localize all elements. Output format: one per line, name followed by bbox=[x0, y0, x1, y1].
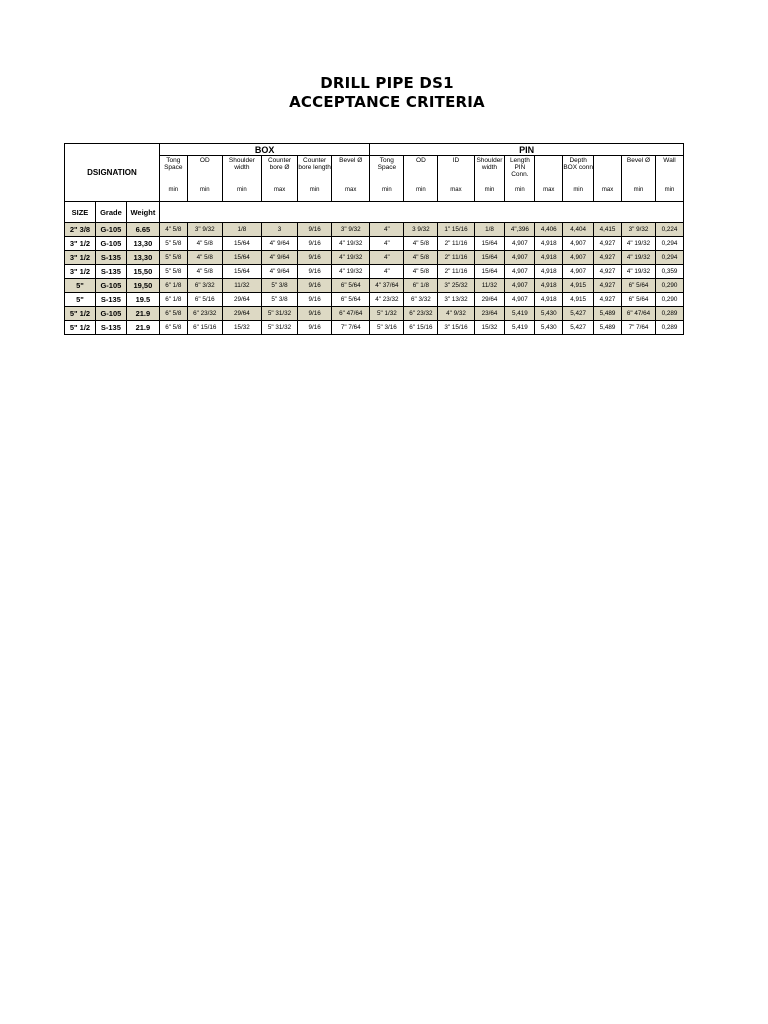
value-cell: 4" 19/32 bbox=[332, 265, 370, 279]
value-cell: 4" bbox=[370, 237, 404, 251]
size-header: SIZE bbox=[65, 202, 96, 223]
column-unit-12: min bbox=[563, 179, 594, 202]
subheader-spacer bbox=[159, 202, 683, 223]
value-cell: 15/64 bbox=[222, 251, 261, 265]
column-header-0: Tong Space bbox=[159, 156, 187, 180]
value-cell: 1" 15/16 bbox=[438, 223, 474, 237]
size-cell: 5" bbox=[65, 293, 96, 307]
value-cell: 3" 9/32 bbox=[332, 223, 370, 237]
column-unit-8: max bbox=[438, 179, 474, 202]
column-unit-14: min bbox=[621, 179, 655, 202]
value-cell: 4" 9/32 bbox=[438, 307, 474, 321]
value-cell: 4" bbox=[370, 251, 404, 265]
column-unit-7: min bbox=[404, 179, 438, 202]
column-unit-9: min bbox=[474, 179, 505, 202]
grade-cell: S-135 bbox=[95, 251, 126, 265]
value-cell: 4,907 bbox=[505, 251, 535, 265]
value-cell: 4,907 bbox=[505, 293, 535, 307]
value-cell: 3" 9/32 bbox=[187, 223, 222, 237]
value-cell: 5,419 bbox=[505, 321, 535, 335]
value-cell: 3 bbox=[261, 223, 297, 237]
value-cell: 4,927 bbox=[594, 293, 622, 307]
value-cell: 7" 7/64 bbox=[621, 321, 655, 335]
column-header-12: Depth BOX conn bbox=[563, 156, 594, 180]
value-cell: 29/64 bbox=[222, 307, 261, 321]
size-cell: 5" bbox=[65, 279, 96, 293]
value-cell: 5,427 bbox=[563, 307, 594, 321]
value-cell: 6" 23/32 bbox=[187, 307, 222, 321]
column-header-10: Length PIN Conn. bbox=[505, 156, 535, 180]
value-cell: 6" 47/64 bbox=[332, 307, 370, 321]
column-header-15: Wall bbox=[656, 156, 684, 180]
value-cell: 4" bbox=[370, 265, 404, 279]
table-row bbox=[65, 293, 684, 307]
size-cell: 3" 1/2 bbox=[65, 251, 96, 265]
value-cell: 5,419 bbox=[505, 307, 535, 321]
value-cell: 4,927 bbox=[594, 265, 622, 279]
column-unit-10: min bbox=[505, 179, 535, 202]
grade-cell: S-135 bbox=[95, 265, 126, 279]
group-header-row bbox=[65, 144, 684, 156]
value-cell: 5" 3/8 bbox=[261, 293, 297, 307]
column-header-3: Counter bore Ø bbox=[261, 156, 297, 180]
value-cell: 15/64 bbox=[474, 265, 505, 279]
value-cell: 4,907 bbox=[563, 251, 594, 265]
column-header-4: Counter bore length bbox=[298, 156, 332, 180]
weight-header: Weight bbox=[126, 202, 159, 223]
weight-cell: 13,30 bbox=[126, 251, 159, 265]
value-cell: 9/16 bbox=[298, 251, 332, 265]
size-cell: 3" 1/2 bbox=[65, 237, 96, 251]
weight-cell: 13,30 bbox=[126, 237, 159, 251]
column-header-1: OD bbox=[187, 156, 222, 180]
value-cell: 0,290 bbox=[656, 279, 684, 293]
value-cell: 4,918 bbox=[535, 265, 563, 279]
pin-header: PIN bbox=[370, 144, 684, 156]
value-cell: 1/8 bbox=[474, 223, 505, 237]
grade-cell: S-135 bbox=[95, 293, 126, 307]
subheader-row bbox=[65, 202, 684, 223]
value-cell: 11/32 bbox=[222, 279, 261, 293]
value-cell: 29/64 bbox=[222, 293, 261, 307]
value-cell: 4" 19/32 bbox=[332, 251, 370, 265]
value-cell: 4" 5/8 bbox=[404, 237, 438, 251]
value-cell: 15/64 bbox=[222, 265, 261, 279]
weight-cell: 19,50 bbox=[126, 279, 159, 293]
value-cell: 0,294 bbox=[656, 251, 684, 265]
value-cell: 3" 9/32 bbox=[621, 223, 655, 237]
column-header-9: Shoulder width bbox=[474, 156, 505, 180]
designation-header: DSIGNATION bbox=[65, 144, 160, 202]
value-cell: 5,427 bbox=[563, 321, 594, 335]
value-cell: 4" 5/8 bbox=[404, 265, 438, 279]
value-cell: 5,489 bbox=[594, 307, 622, 321]
value-cell: 9/16 bbox=[298, 293, 332, 307]
column-unit-5: max bbox=[332, 179, 370, 202]
table-row bbox=[65, 321, 684, 335]
value-cell: 6" 5/64 bbox=[332, 279, 370, 293]
box-header: BOX bbox=[159, 144, 369, 156]
value-cell: 4,907 bbox=[505, 237, 535, 251]
value-cell: 4,415 bbox=[594, 223, 622, 237]
column-header-6: Tong Space bbox=[370, 156, 404, 180]
title-line-2: ACCEPTANCE CRITERIA bbox=[289, 93, 485, 111]
column-header-5: Bevel Ø bbox=[332, 156, 370, 180]
weight-cell: 15,50 bbox=[126, 265, 159, 279]
value-cell: 15/64 bbox=[474, 251, 505, 265]
table-row bbox=[65, 279, 684, 293]
value-cell: 9/16 bbox=[298, 279, 332, 293]
value-cell: 0,294 bbox=[656, 237, 684, 251]
document-title bbox=[0, 74, 768, 112]
value-cell: 5" 31/32 bbox=[261, 307, 297, 321]
value-cell: 4" 19/32 bbox=[332, 237, 370, 251]
value-cell: 4,404 bbox=[563, 223, 594, 237]
value-cell: 6" 15/16 bbox=[404, 321, 438, 335]
weight-cell: 19.5 bbox=[126, 293, 159, 307]
value-cell: 4" bbox=[370, 223, 404, 237]
grade-header: Grade bbox=[95, 202, 126, 223]
column-unit-1: min bbox=[187, 179, 222, 202]
value-cell: 4" 9/64 bbox=[261, 237, 297, 251]
value-cell: 4" 5/8 bbox=[187, 265, 222, 279]
value-cell: 6" 5/16 bbox=[187, 293, 222, 307]
column-unit-13: max bbox=[594, 179, 622, 202]
column-header-11 bbox=[535, 156, 563, 180]
value-cell: 4,927 bbox=[594, 279, 622, 293]
value-cell: 4,918 bbox=[535, 279, 563, 293]
value-cell: 9/16 bbox=[298, 307, 332, 321]
value-cell: 4,907 bbox=[563, 265, 594, 279]
column-unit-0: min bbox=[159, 179, 187, 202]
value-cell: 1/8 bbox=[222, 223, 261, 237]
value-cell: 3" 15/16 bbox=[438, 321, 474, 335]
column-unit-3: max bbox=[261, 179, 297, 202]
weight-cell: 21.9 bbox=[126, 321, 159, 335]
value-cell: 2" 11/16 bbox=[438, 237, 474, 251]
value-cell: 6" 15/16 bbox=[187, 321, 222, 335]
value-cell: 6" 1/8 bbox=[159, 293, 187, 307]
value-cell: 4,918 bbox=[535, 251, 563, 265]
value-cell: 4,918 bbox=[535, 237, 563, 251]
value-cell: 0,289 bbox=[656, 307, 684, 321]
column-header-8: ID bbox=[438, 156, 474, 180]
value-cell: 15/32 bbox=[222, 321, 261, 335]
value-cell: 4,406 bbox=[535, 223, 563, 237]
value-cell: 6" 5/64 bbox=[332, 293, 370, 307]
value-cell: 2" 11/16 bbox=[438, 251, 474, 265]
value-cell: 15/32 bbox=[474, 321, 505, 335]
value-cell: 5" 5/8 bbox=[159, 251, 187, 265]
value-cell: 4,907 bbox=[505, 279, 535, 293]
column-unit-15: min bbox=[656, 179, 684, 202]
size-cell: 5" 1/2 bbox=[65, 307, 96, 321]
value-cell: 5,430 bbox=[535, 307, 563, 321]
table-body bbox=[65, 144, 684, 335]
value-cell: 6" 5/8 bbox=[159, 321, 187, 335]
value-cell: 4,927 bbox=[594, 251, 622, 265]
value-cell: 6" 23/32 bbox=[404, 307, 438, 321]
table-row bbox=[65, 265, 684, 279]
value-cell: 0,290 bbox=[656, 293, 684, 307]
value-cell: 5,489 bbox=[594, 321, 622, 335]
value-cell: 15/64 bbox=[222, 237, 261, 251]
value-cell: 3" 13/32 bbox=[438, 293, 474, 307]
column-unit-11: max bbox=[535, 179, 563, 202]
value-cell: 4,927 bbox=[594, 237, 622, 251]
value-cell: 4,907 bbox=[563, 237, 594, 251]
value-cell: 4" 23/32 bbox=[370, 293, 404, 307]
value-cell: 9/16 bbox=[298, 265, 332, 279]
value-cell: 4,918 bbox=[535, 293, 563, 307]
value-cell: 4,915 bbox=[563, 293, 594, 307]
column-header-7: OD bbox=[404, 156, 438, 180]
grade-cell: G-105 bbox=[95, 237, 126, 251]
value-cell: 4" 5/8 bbox=[187, 237, 222, 251]
value-cell: 23/64 bbox=[474, 307, 505, 321]
value-cell: 4" 5/8 bbox=[404, 251, 438, 265]
acceptance-criteria-table bbox=[64, 143, 684, 335]
value-cell: 5" 3/16 bbox=[370, 321, 404, 335]
value-cell: 3 9/32 bbox=[404, 223, 438, 237]
value-cell: 9/16 bbox=[298, 321, 332, 335]
title-line-1: DRILL PIPE DS1 bbox=[320, 74, 454, 92]
column-header-13 bbox=[594, 156, 622, 180]
value-cell: 2" 11/16 bbox=[438, 265, 474, 279]
value-cell: 15/64 bbox=[474, 237, 505, 251]
value-cell: 4" 9/64 bbox=[261, 265, 297, 279]
value-cell: 6" 3/32 bbox=[404, 293, 438, 307]
value-cell: 0,289 bbox=[656, 321, 684, 335]
value-cell: 4,907 bbox=[505, 265, 535, 279]
value-cell: 4" 37/64 bbox=[370, 279, 404, 293]
value-cell: 5" 5/8 bbox=[159, 237, 187, 251]
table-row bbox=[65, 307, 684, 321]
column-unit-6: min bbox=[370, 179, 404, 202]
column-unit-4: min bbox=[298, 179, 332, 202]
value-cell: 0,224 bbox=[656, 223, 684, 237]
value-cell: 5,430 bbox=[535, 321, 563, 335]
value-cell: 7" 7/64 bbox=[332, 321, 370, 335]
table-row bbox=[65, 237, 684, 251]
table-row bbox=[65, 251, 684, 265]
value-cell: 4" 5/8 bbox=[187, 251, 222, 265]
value-cell: 4",396 bbox=[505, 223, 535, 237]
value-cell: 3" 25/32 bbox=[438, 279, 474, 293]
value-cell: 4" 19/32 bbox=[621, 237, 655, 251]
size-cell: 5" 1/2 bbox=[65, 321, 96, 335]
value-cell: 4,915 bbox=[563, 279, 594, 293]
value-cell: 6" 1/8 bbox=[404, 279, 438, 293]
table-row bbox=[65, 223, 684, 237]
value-cell: 5" 5/8 bbox=[159, 265, 187, 279]
column-unit-2: min bbox=[222, 179, 261, 202]
value-cell: 4" 9/64 bbox=[261, 251, 297, 265]
value-cell: 0,359 bbox=[656, 265, 684, 279]
grade-cell: S-135 bbox=[95, 321, 126, 335]
value-cell: 4" 5/8 bbox=[159, 223, 187, 237]
value-cell: 5" 31/32 bbox=[261, 321, 297, 335]
value-cell: 9/16 bbox=[298, 237, 332, 251]
value-cell: 5" 1/32 bbox=[370, 307, 404, 321]
value-cell: 6" 3/32 bbox=[187, 279, 222, 293]
value-cell: 6" 5/64 bbox=[621, 279, 655, 293]
grade-cell: G-105 bbox=[95, 279, 126, 293]
weight-cell: 6.65 bbox=[126, 223, 159, 237]
column-header-2: Shoulder width bbox=[222, 156, 261, 180]
value-cell: 9/16 bbox=[298, 223, 332, 237]
value-cell: 11/32 bbox=[474, 279, 505, 293]
grade-cell: G-105 bbox=[95, 223, 126, 237]
weight-cell: 21.9 bbox=[126, 307, 159, 321]
value-cell: 6" 5/8 bbox=[159, 307, 187, 321]
value-cell: 4" 19/32 bbox=[621, 251, 655, 265]
column-header-14: Bevel Ø bbox=[621, 156, 655, 180]
size-cell: 3" 1/2 bbox=[65, 265, 96, 279]
value-cell: 6" 47/64 bbox=[621, 307, 655, 321]
value-cell: 6" 5/64 bbox=[621, 293, 655, 307]
size-cell: 2" 3/8 bbox=[65, 223, 96, 237]
value-cell: 6" 1/8 bbox=[159, 279, 187, 293]
value-cell: 4" 19/32 bbox=[621, 265, 655, 279]
value-cell: 5" 3/8 bbox=[261, 279, 297, 293]
grade-cell: G-105 bbox=[95, 307, 126, 321]
value-cell: 29/64 bbox=[474, 293, 505, 307]
